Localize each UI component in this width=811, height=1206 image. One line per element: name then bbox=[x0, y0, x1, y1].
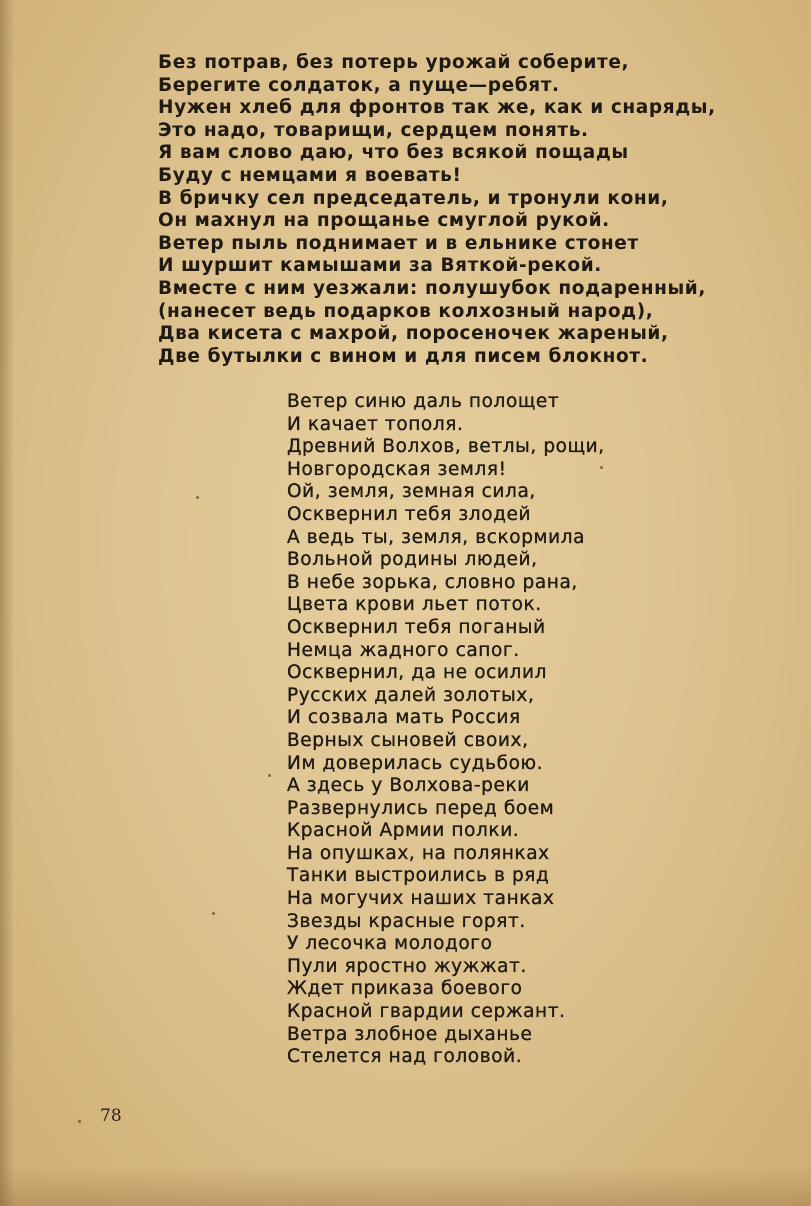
print-speck bbox=[212, 912, 215, 915]
poem-line: Осквернил тебя злодей bbox=[287, 503, 532, 525]
poem-line: Стелется над головой. bbox=[287, 1046, 523, 1068]
print-speck bbox=[268, 774, 271, 777]
poem-line: Я вам слово даю, что без всякой пощады bbox=[158, 142, 629, 164]
poem-line: Цвета крови льет поток. bbox=[287, 594, 542, 616]
poem-line: Без потрав, без потерь урожай соберите, bbox=[158, 52, 630, 73]
poem-line: На могучих наших танках bbox=[287, 888, 555, 910]
poem-line: Развернулись перед боем bbox=[287, 797, 555, 819]
poem-stanza-2 bbox=[287, 391, 787, 1069]
poem-line: Вместе с ним уезжали: полушубок подаренный, bbox=[158, 277, 706, 299]
poem-line: В небе зорька, словно рана, bbox=[287, 571, 578, 593]
poem-line: Две бутылки с вином и для писем блокнот. bbox=[158, 345, 649, 367]
poem-line: Красной Армии полки. bbox=[287, 820, 520, 842]
poem-line: Берегите солдаток, а пуще—ребят. bbox=[158, 74, 560, 96]
poem-line: Ветер пыль поднимает и в ельнике стонет bbox=[158, 232, 639, 254]
print-speck bbox=[196, 496, 199, 499]
poem-line: Вольной родины людей, bbox=[287, 549, 538, 571]
poem-line: Ветра злобное дыханье bbox=[287, 1023, 533, 1045]
poem-line: А ведь ты, земля, вскормила bbox=[287, 526, 586, 548]
poem-line: Немца жадного сапог. bbox=[287, 639, 520, 661]
print-speck bbox=[600, 466, 603, 469]
poem-line: Красной гвардии сержант. bbox=[287, 1001, 566, 1023]
page-number: 78 bbox=[100, 1106, 122, 1126]
poem-stanza-1 bbox=[158, 52, 798, 368]
poem-line: На опушках, на полянках bbox=[287, 842, 550, 864]
poem-line: Буду с немцами я воевать! bbox=[158, 164, 462, 186]
poem-line: Русских далей золотых, bbox=[287, 684, 535, 706]
poem-line: Верных сыновей своих, bbox=[287, 729, 529, 751]
poem-line: И созвала мать Россия bbox=[287, 707, 521, 729]
poem-line: Два кисета с махрой, поросеночек жареный, bbox=[158, 323, 669, 345]
poem-line: Звезды красные горят. bbox=[287, 910, 526, 932]
page-edge-shadow bbox=[0, 0, 14, 1206]
poem-line: А здесь у Волхова-реки bbox=[287, 775, 530, 797]
poem-line: И качает тополя. bbox=[287, 413, 464, 435]
poem-line: (нанесет ведь подарков колхозный народ), bbox=[158, 300, 654, 322]
poem-line: Ой, земля, земная сила, bbox=[287, 481, 536, 503]
poem-line: И шуршит камышами за Вяткой-рекой. bbox=[158, 255, 602, 277]
print-speck bbox=[78, 1120, 81, 1123]
poem-line: Танки выстроились в ряд bbox=[287, 865, 550, 887]
poem-line: Им доверилась судьбою. bbox=[287, 752, 544, 774]
poem-line: Он махнул на прощанье смуглой рукой. bbox=[158, 210, 610, 232]
poem-line: У лесочка молодого bbox=[287, 933, 493, 955]
poem-line: Древний Волхов, ветлы, рощи, bbox=[287, 436, 605, 458]
poem-line: Нужен хлеб для фронтов так же, как и снаряды, bbox=[158, 97, 716, 119]
page-bottom-shadow bbox=[0, 1166, 811, 1206]
poem-line: Осквернил, да не осилил bbox=[287, 662, 547, 684]
poem-line: Новгородская земля! bbox=[287, 458, 507, 480]
poem-line: Это надо, товарищи, сердцем понять. bbox=[158, 119, 589, 141]
poem-line: Пули яростно жужжат. bbox=[287, 955, 527, 977]
poem-line: Ветер синю даль полощет bbox=[287, 391, 560, 412]
poem-line: Ждет приказа боевого bbox=[287, 978, 523, 1000]
poem-line: Осквернил тебя поганый bbox=[287, 616, 546, 638]
poem-line: В бричку сел председатель, и тронули кони, bbox=[158, 187, 669, 209]
